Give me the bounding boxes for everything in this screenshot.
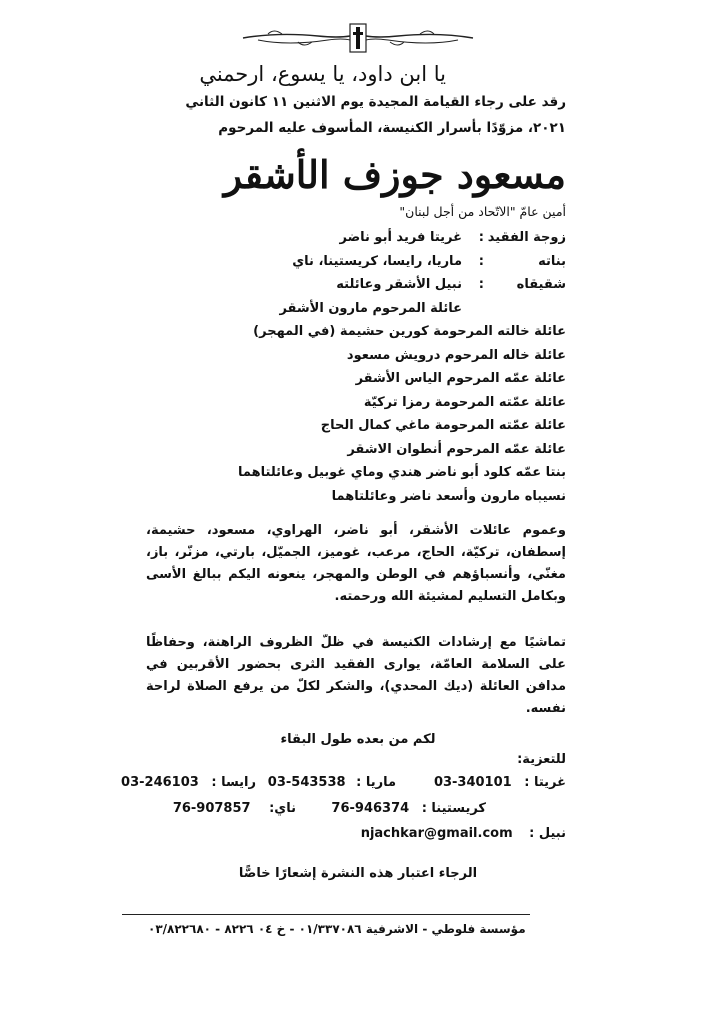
christina-phone: 76-946374 [331, 801, 410, 816]
deceased-name: مسعود جوزف الأشقر [223, 152, 566, 197]
wife-value: غريتا فريد أبو ناضر [339, 230, 462, 245]
family-line: عائلة خاله المرحوم درويش مسعود [346, 347, 566, 363]
burial-paragraph: تماشيًا مع إرشادات الكنيسة في ظلّ الظروف الراهنة، وحفاظًا على السلامة العامّة، يوارى الفقيد الثرى بحضور الأقربين في مدافن العائلة (ديك المحدي)، والشكر لكلّ من يرفع الصلاة لراحة نفسه. [146, 635, 566, 716]
private-notice: الرجاء اعتبار هذه النشرة إشعارًا خاصًّا [238, 866, 478, 881]
brothers-label: شقيقاه [516, 277, 566, 292]
nabil-label: نبيل : [529, 826, 566, 841]
death-announcement-line1: رقد على رجاء القيامة المجيدة يوم الاثنين ١١ كانون الثاني [185, 94, 566, 110]
brothers-row2 [238, 297, 566, 321]
family-line: نسيباه مارون وأسعد ناضر وعائلتاهما [331, 488, 566, 504]
greta-label: غريتا : [524, 775, 566, 790]
maria-phone: 03-543538 [267, 775, 346, 790]
brothers-value: نبيل الأشقر وعائلته [336, 277, 462, 292]
family-list [238, 226, 566, 508]
daughters-label: بناته [538, 253, 566, 269]
nay-contact [173, 801, 296, 816]
brothers-sep: : [478, 277, 484, 292]
daughters-sep: : [478, 253, 484, 269]
cross-flourish-icon [238, 18, 478, 54]
nabil-contact [361, 826, 566, 841]
footer-divider [122, 914, 530, 915]
family-line: بنتا عمّه كلود أبو ناضر هندي وماي غوبيل وعائلتاهما [238, 465, 566, 480]
prayer-line: يا ابن داود، يا يسوع، ارحمني [199, 62, 446, 86]
family-line: عائلة عمّته المرحومة ماغي كمال الحاج [320, 418, 566, 433]
greta-contact [434, 775, 566, 790]
family-line: عائلة عمّته المرحومة رمزا تركيّة [363, 394, 566, 410]
death-announcement-line2: ٢٠٢١، مزوّدًا بأسرار الكنيسة، المأسوف عليه المرحوم [218, 120, 566, 136]
family-line: عائلة عمّه المرحوم أنطوان الاشقر [347, 441, 566, 457]
deceased-title: أمين عامّ "الاتّحاد من أجل لبنان" [399, 204, 566, 219]
family-line: عائلة خالته المرحومة كورين حشيمة (في المهجر) [253, 324, 566, 339]
condolences-title: للتعزية: [517, 752, 566, 767]
raisa-label: رايسا : [211, 775, 256, 790]
raisa-phone: 03-246103 [121, 775, 199, 790]
wife-label: زوجة الفقيد [487, 230, 566, 245]
daughters-row [238, 250, 566, 274]
daughters-value: ماريا، رايسا، كريستينا، ناي [292, 253, 462, 269]
nay-label: ناي: [269, 801, 296, 816]
printer-footer: مؤسسة فلوطي - الاشرفية ٠١/٣٣٧٠٨٦ - خ ٠٤ ٨٢٢٦ - ٠٣/٨٢٢٦٨٠ [148, 922, 526, 936]
family-line: عائلة عمّه المرحوم الياس الأشقر [355, 371, 566, 386]
greta-phone: 03-340101 [433, 775, 512, 790]
wife-row [238, 226, 566, 250]
maria-label: ماريا : [356, 775, 396, 790]
families-paragraph: وعموم عائلات الأشقر، أبو ناضر، الهراوي، مسعود، حشيمة، إسطفان، تركيّة، الحاج، مرعب، غوميز، الجميّل، بارتي، مزنّر، باز، مغنّي، وأنسباؤهم في الوطن والمهجر، ينعونه اليكم ببالغ الأسى وبكامل التسليم لمشيئة الله ورحمته. [146, 523, 566, 604]
nabil-email: njachkar@gmail.com [360, 826, 513, 841]
wife-sep: : [478, 230, 484, 245]
christina-label: كريستينا : [421, 801, 486, 816]
nay-phone: 76-907857 [172, 801, 251, 816]
brothers-row [238, 273, 566, 297]
remain-line: لكم من بعده طول البقاء [280, 732, 436, 747]
maria-contact [268, 775, 396, 790]
christina-contact [331, 801, 486, 816]
raisa-contact [121, 775, 256, 790]
brothers-value2: عائلة المرحوم مارون الأشقر [279, 300, 462, 316]
